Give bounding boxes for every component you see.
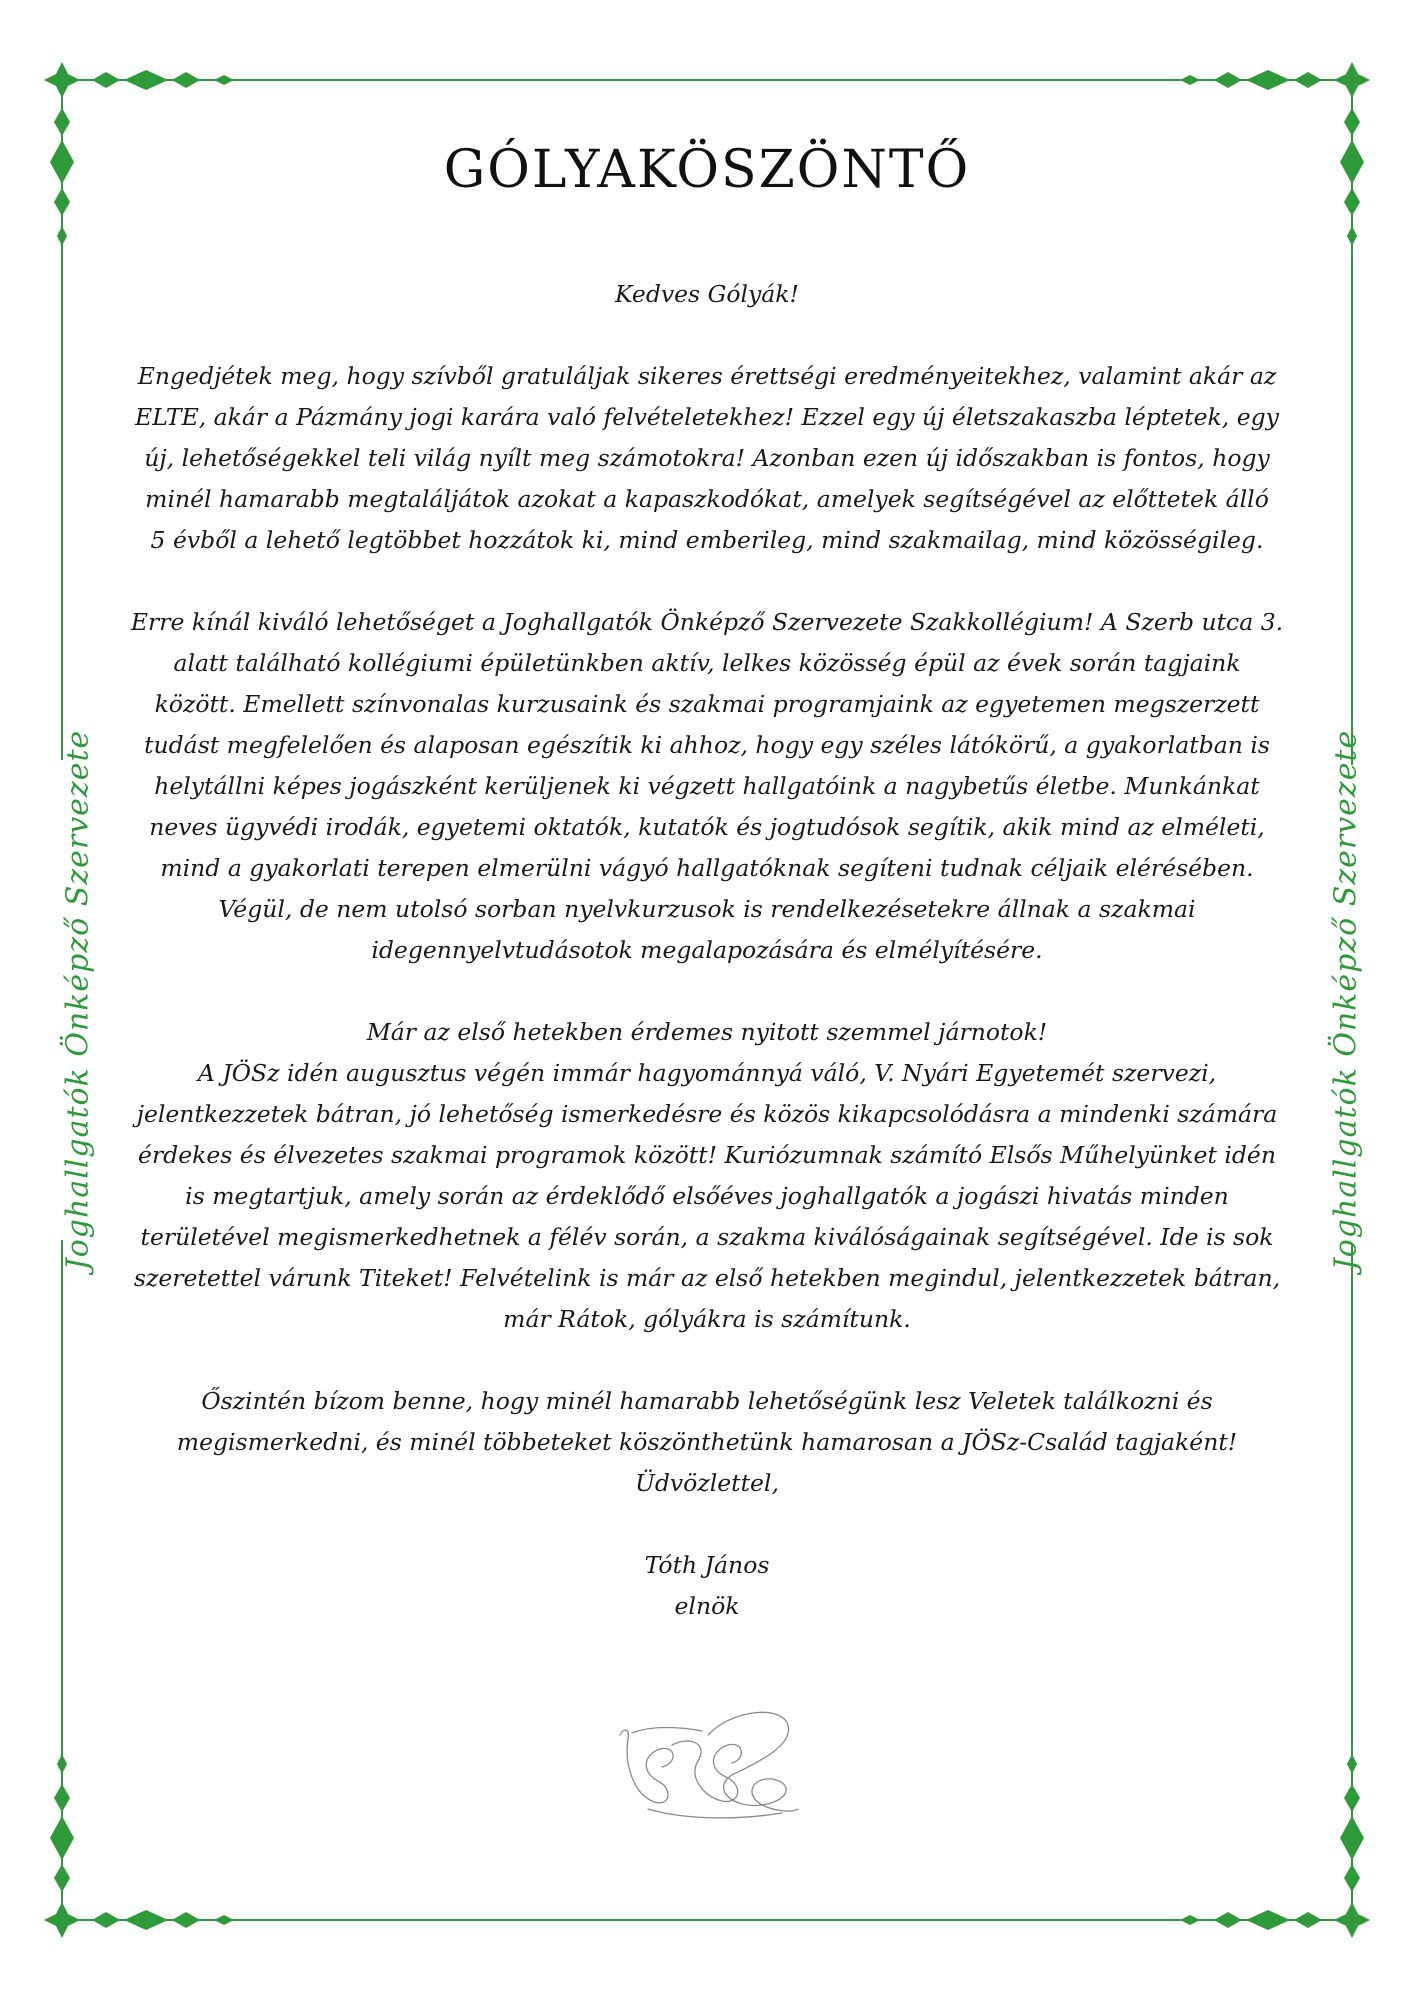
text-line: 5 évből a lehető legtöbbet hozzátok ki, mind emberileg, mind szakmailag, mind közösségileg. bbox=[150, 526, 1264, 554]
text-line: helytállni képes jogászként kerüljenek ki végzett hallgatóink a nagybetűs életbe. Munkánkat bbox=[154, 772, 1260, 800]
text-line: neves ügyvédi irodák, egyetemi oktatók, kutatók és jogtudósok segítik, akik mind az elméleti, bbox=[149, 813, 1265, 841]
paragraph-4 bbox=[130, 1381, 1284, 1504]
text-line: Erre kínál kiváló lehetőséget a Joghallgatók Önképző Szervezete Szakkollégium! A Szerb utca 3. bbox=[130, 608, 1284, 636]
page-title: GÓLYAKÖSZÖNTŐ bbox=[443, 140, 971, 200]
side-label-right: Joghallgatók Önképző Szervezete bbox=[1328, 729, 1364, 1271]
text-line: Már az első hetekben érdemes nyitott szemmel járnotok! bbox=[366, 1018, 1048, 1046]
text-line: már Rátok, gólyákra is számítunk. bbox=[503, 1305, 911, 1333]
text-line: minél hamarabb megtaláljátok azokat a kapaszkodókat, amelyek segítségével az előttetek álló bbox=[145, 485, 1269, 513]
paragraph-2 bbox=[130, 602, 1284, 971]
text-line: mind a gyakorlati terepen elmerülni vágyó hallgatóknak segíteni tudnak céljaik elérésében. bbox=[160, 854, 1254, 882]
signatory-role: elnök bbox=[674, 1592, 740, 1620]
text-line: új, lehetőségekkel teli világ nyílt meg számotokra! Azonban ezen új időszakban is fontos, hogy bbox=[144, 444, 1270, 472]
text-line: Üdvözlettel, bbox=[635, 1469, 779, 1497]
text-line: között. Emellett színvonalas kurzusaink és szakmai programjaink az egyetemen megszerzett bbox=[154, 690, 1260, 718]
text-line: megismerkedni, és minél többeteket köszönthetünk hamarosan a JÖSz-Család tagjaként! bbox=[176, 1428, 1238, 1456]
paragraph-1 bbox=[130, 356, 1284, 561]
side-label-left: Joghallgatók Önképző Szervezete bbox=[60, 729, 96, 1271]
text-line: Engedjétek meg, hogy szívből gratuláljak sikeres érettségi eredményeitekhez, valamint akár az bbox=[137, 362, 1277, 390]
text-line: tudást megfelelően és alaposan egészítik ki ahhoz, hogy egy széles látókörű, a gyakorlatban is bbox=[144, 731, 1270, 759]
greeting: Kedves Gólyák! bbox=[615, 280, 799, 308]
text-line: érdekes és élvezetes szakmai programok között! Kuriózumnak számító Elsős Műhelyünket idén bbox=[138, 1141, 1276, 1169]
text-line: szeretettel várunk Titeket! Felvételink is már az első hetekben megindul, jelentkezzetek bátran, bbox=[133, 1264, 1281, 1292]
text-line: is megtartjuk, amely során az érdeklődő elsőéves joghallgatók a jogászi hivatás minden bbox=[185, 1182, 1229, 1210]
signatory-name: Tóth János bbox=[644, 1551, 770, 1579]
text-line: idegennyelvtudásotok megalapozására és elmélyítésére. bbox=[371, 936, 1043, 964]
paragraph-3 bbox=[130, 1012, 1284, 1340]
text-line: Őszintén bízom benne, hogy minél hamarabb lehetőségünk lesz Veletek találkozni és bbox=[201, 1387, 1213, 1415]
handwritten-signature bbox=[612, 1705, 802, 1835]
text-line: jelentkezzetek bátran, jó lehetőség ismerkedésre és közös kikapcsolódásra a mindenki számára bbox=[136, 1100, 1278, 1128]
signatory-block bbox=[130, 1545, 1284, 1627]
text-line: alatt található kollégiumi épületünkben aktív, lelkes közösség épül az évek során tagjaink bbox=[173, 649, 1241, 677]
text-line: A JÖSz idén augusztus végén immár hagyománnyá váló, V. Nyári Egyetemét szervezi, bbox=[197, 1059, 1217, 1087]
text-line: Végül, de nem utolsó sorban nyelvkurzusok is rendelkezésetekre állnak a szakmai bbox=[218, 895, 1196, 923]
text-line: területével megismerkedhetnek a félév során, a szakma kiválóságainak segítségével. Ide is sok bbox=[140, 1223, 1274, 1251]
text-line: ELTE, akár a Pázmány jogi karára való felvételetekhez! Ezzel egy új életszakaszba léptetek, egy bbox=[135, 403, 1279, 431]
